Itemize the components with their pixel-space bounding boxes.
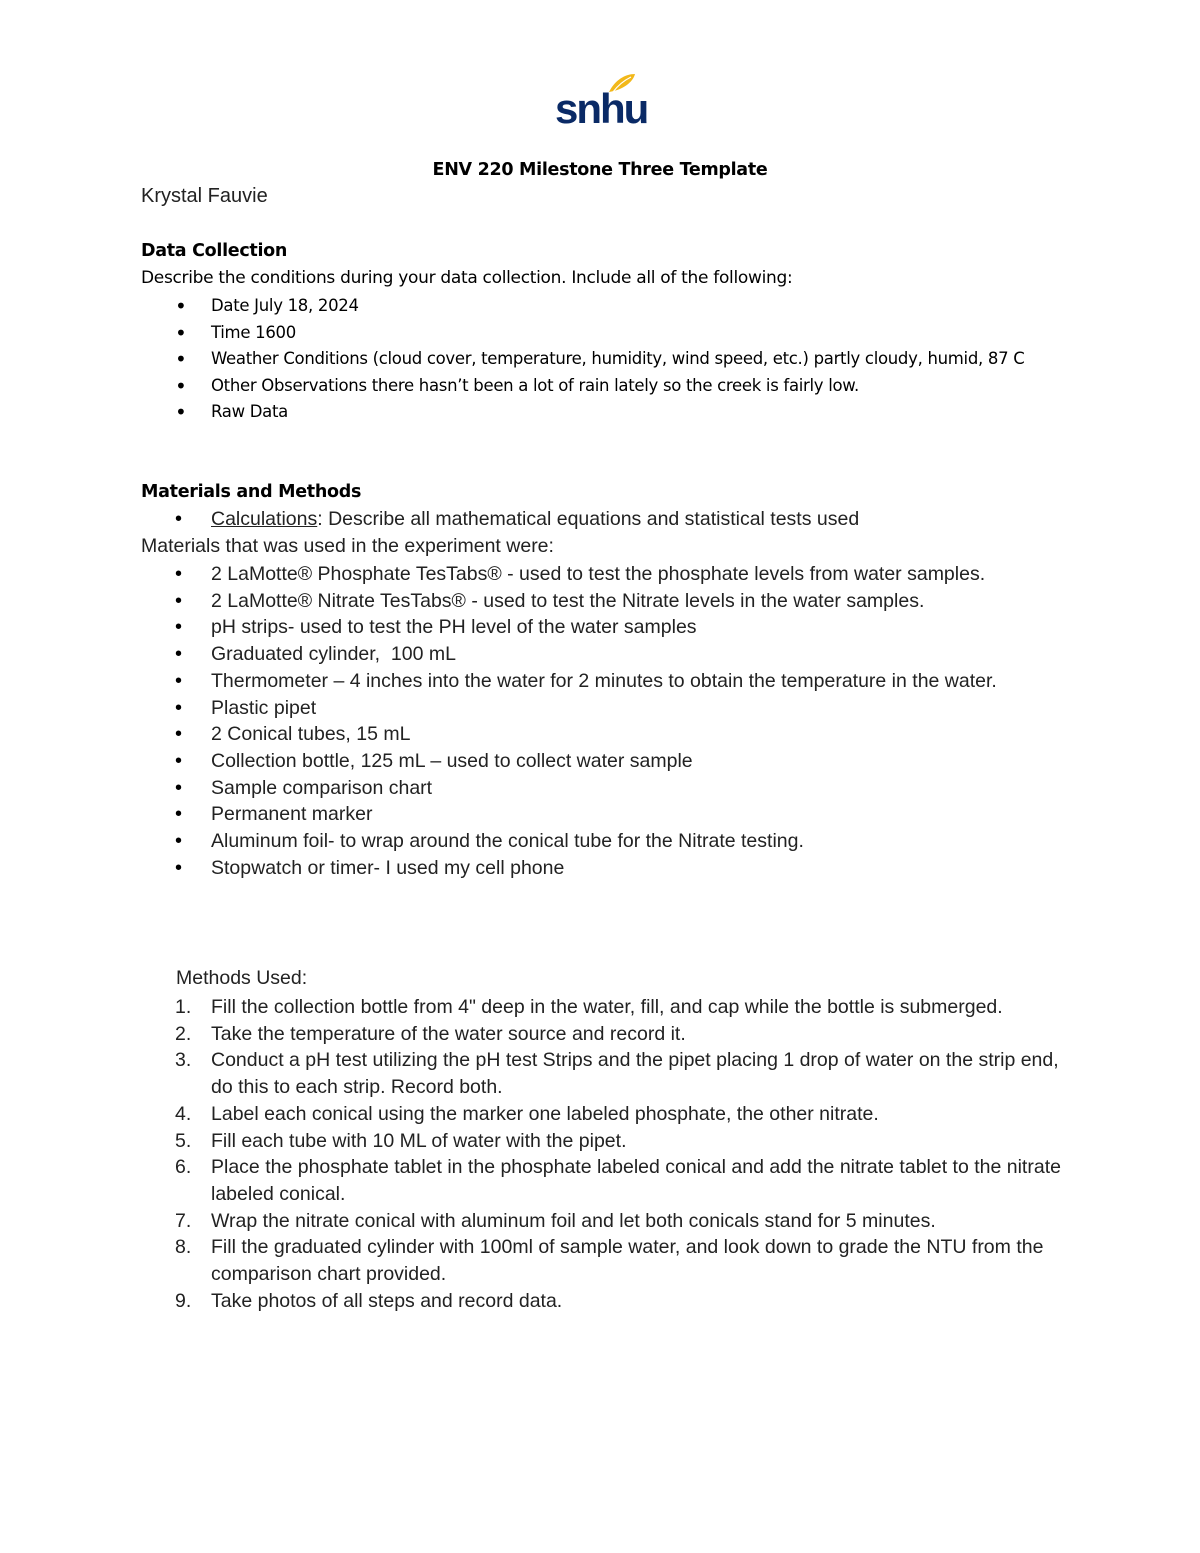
list-item: • Date July 18, 2024 — [175, 294, 359, 318]
list-item: • Thermometer – 4 inches into the water for 2 minutes to obtain the temperature in the water. — [141, 668, 1051, 695]
list-item: • Collection bottle, 125 mL – used to collect water sample — [141, 748, 1091, 775]
list-item: • Graduated cylinder, 100 mL — [141, 641, 1091, 668]
list-item: 8. Fill the graduated cylinder with 100ml of sample water, and look down to grade the NTU from the comparison chart provided. — [175, 1236, 1044, 1286]
calculations-list — [141, 506, 1091, 533]
list-item: • Plastic pipet — [141, 695, 1091, 722]
bullet-icon: • — [175, 776, 183, 799]
list-item: 3. Conduct a pH test utilizing the pH test Strips and the pipet placing 1 drop of water on the strip end, do this to each strip. Record both. — [175, 1049, 1059, 1099]
bullet-icon: • — [175, 856, 183, 879]
bullet-icon: • — [175, 347, 187, 371]
section-heading-data-collection: Data Collection — [141, 241, 288, 261]
methods-list — [141, 994, 1091, 1314]
calculations-label: Calculations — [211, 508, 318, 530]
list-item: • 2 Conical tubes, 15 mL — [141, 721, 1091, 748]
list-item: • Raw Data — [175, 400, 288, 424]
author-name: Krystal Fauvie — [141, 185, 268, 207]
methods-label: Methods Used: — [176, 967, 308, 989]
bullet-icon: • — [175, 696, 183, 719]
list-item: • Sample comparison chart — [141, 775, 1091, 802]
list-item: • Other Observations there hasn’t been a lot of rain lately so the creek is fairly low. — [175, 373, 859, 398]
materials-intro: Materials that was used in the experiment were: — [141, 535, 554, 557]
list-item: 4. Label each conical using the marker one labeled phosphate, the other nitrate. — [175, 1102, 879, 1125]
list-item: 5. Fill each tube with 10 ML of water with the pipet. — [175, 1129, 627, 1152]
list-item: • Permanent marker — [141, 801, 1091, 828]
list-item: • Weather Conditions (cloud cover, temperature, humidity, wind speed, etc.) partly cloudy, humid, 87 C — [175, 347, 1025, 371]
bullet-icon: • — [175, 643, 183, 666]
list-item: 9. Take photos of all steps and record data. — [175, 1289, 563, 1312]
list-item: • Time 1600 — [175, 320, 296, 345]
bullet-icon: • — [175, 723, 183, 746]
list-item: • 2 LaMotte® Phosphate TesTabs® - used to test the phosphate levels from water samples. — [141, 561, 1011, 588]
page-title: ENV 220 Milestone Three Template — [432, 160, 768, 180]
list-item: 1. Fill the collection bottle from 4" deep in the water, fill, and cap while the bottle is submerged. — [175, 996, 1003, 1018]
section-heading-materials-methods: Materials and Methods — [141, 482, 362, 502]
materials-list — [141, 561, 1091, 881]
bullet-icon: • — [175, 616, 183, 639]
logo-wordmark: snhu — [555, 85, 648, 132]
bullet-icon: • — [175, 830, 183, 853]
list-item: 7. Wrap the nitrate conical with aluminum foil and let both conicals stand for 5 minutes. — [175, 1209, 936, 1232]
bullet-icon: • — [175, 563, 183, 585]
list-item: • Aluminum foil- to wrap around the conical tube for the Nitrate testing. — [141, 828, 1091, 855]
list-item: • 2 LaMotte® Nitrate TesTabs® - used to test the Nitrate levels in the water samples. — [141, 588, 1091, 615]
bullet-icon: • — [175, 400, 187, 424]
snhu-logo — [555, 72, 648, 134]
bullet-icon: • — [175, 803, 183, 826]
data-collection-list — [141, 293, 1111, 426]
bullet-icon: • — [175, 373, 187, 398]
list-item: • pH strips- used to test the PH level of the water samples — [141, 614, 1091, 641]
list-item: • Calculations: Describe all mathematical equations and statistical tests used — [141, 506, 1091, 533]
list-item: 2. Take the temperature of the water source and record it. — [175, 1022, 686, 1045]
bullet-icon: • — [175, 669, 183, 692]
bullet-icon: • — [175, 589, 183, 612]
bullet-icon: • — [175, 749, 183, 772]
list-item: 6. Place the phosphate tablet in the phosphate labeled conical and add the nitrate tablet to the nitrate labeled conical. — [175, 1156, 1061, 1205]
bullet-icon: • — [175, 508, 183, 530]
list-item: • Stopwatch or timer- I used my cell phone — [141, 855, 1091, 882]
bullet-icon: • — [175, 294, 187, 318]
bullet-icon: • — [175, 320, 187, 345]
data-collection-intro: Describe the conditions during your data collection. Include all of the following: — [141, 268, 793, 288]
